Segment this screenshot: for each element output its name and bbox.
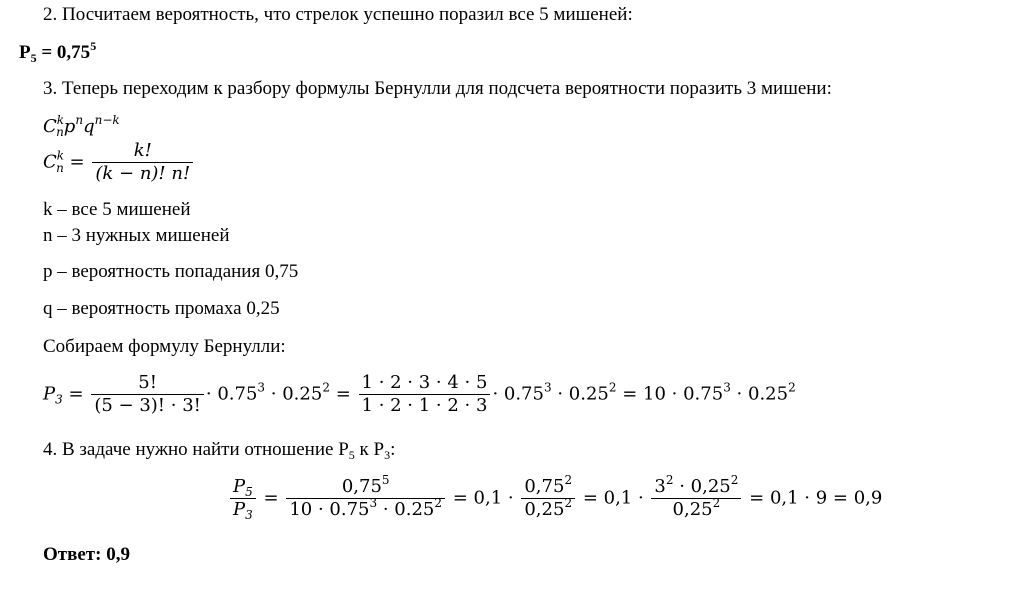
p3-fraction-1: $\frac{5!}{(5 - 3)! \cdot 3!}$ (91, 372, 204, 417)
ratio-fraction-3: $\frac{3^2 \cdot 0,25^2}{0,25^2}$ (651, 476, 741, 521)
ratio-formula: $\frac{P_5}{P_3}$ = $\frac{0,75^5}{10 \cdot 0.75^3 \cdot 0.25^2}$ = 0,1 · $\frac{0,75^2}{0,25^2}$ = 0,1 · $\frac{3^2 \cdot 0,25^2}{0,25^2}$ = 0,1 · 9 = 0,9 (228, 476, 882, 521)
p3-fraction-2: $\frac{1 \cdot 2 \cdot 3 \cdot 4 \cdot 5}{1 \cdot 2 \cdot 1 \cdot 2 \cdot 3}$ (359, 372, 491, 417)
answer-text: Ответ: 0,9 (43, 544, 130, 565)
p3-formula: $P_3$ = $\frac{5!}{(5 - 3)! \cdot 3!}$ · $0.75^3 \cdot 0.25^2$ = $\frac{1 \cdot 2 \cdot 3 \cdot 4 \cdot 5}{1 \cdot 2 \cdot 1 \cdot 2 \cdot 3}$ · $0.75^3 \cdot 0.25^2 = 10 \cdot 0.75^3 \cdot 0.25^2$ (43, 372, 796, 416)
definition-k: k – все 5 мишеней (43, 199, 191, 220)
definition-n: n – 3 нужных мишеней (43, 225, 230, 246)
ratio-fraction-1: $\frac{0,75^5}{10 \cdot 0.75^3 \cdot 0.25^2}$ (286, 476, 445, 521)
definition-q: q – вероятность промаха 0,25 (43, 298, 280, 319)
ratio-fraction-p5-p3: $\frac{P_5}{P_3}$ (230, 476, 256, 521)
assemble-text: Собираем формулу Бернулли: (43, 336, 286, 357)
step-2-text: 2. Посчитаем вероятность, что стрелок успешно поразил все 5 мишеней: (43, 4, 633, 25)
step-4-text: 4. В задаче нужно найти отношение $P_5$ к $P_3$: (43, 439, 396, 462)
bernoulli-term-formula: $C^k_np^nq^{n-k}$ (43, 113, 120, 139)
combination-formula: $C^k_n$ = $\frac{k!}{(k - n)! n!}$ (43, 140, 195, 185)
definition-p: p – вероятность попадания 0,75 (43, 261, 299, 282)
step-3-text: 3. Теперь переходим к разбору формулы Бернулли для подсчета вероятности поразить 3 мишени: (43, 78, 832, 99)
combination-fraction: $\frac{k!}{(k - n)! n!}$ (92, 140, 193, 185)
p5-formula: $P_5 = 0,75^5$ (19, 39, 97, 65)
ratio-fraction-2: $\frac{0,75^2}{0,25^2}$ (521, 476, 575, 521)
